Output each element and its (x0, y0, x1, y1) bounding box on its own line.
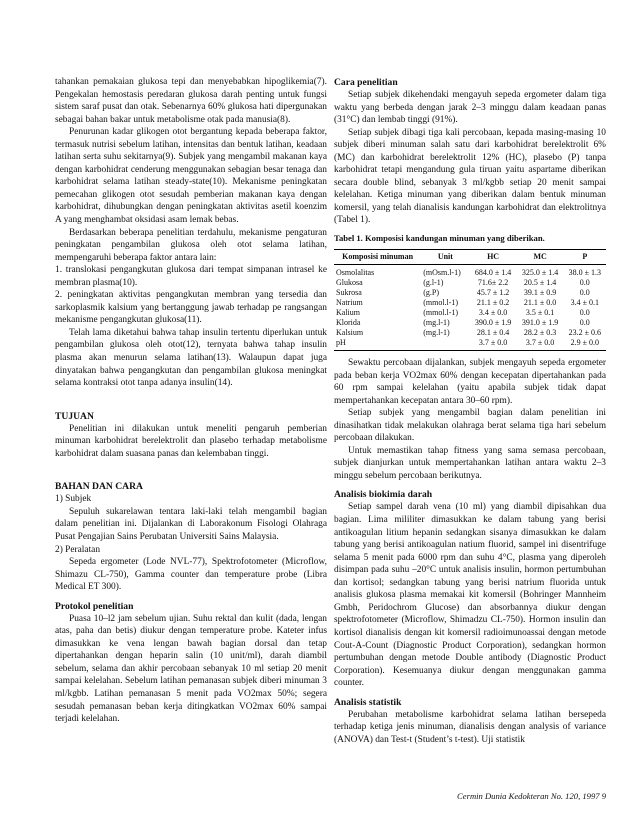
section-heading: Cara penelitian (334, 77, 398, 88)
paragraph: tahankan pemakaian glukosa tepi dan menyebabkan hipoglikemia(7). Pengekalan hemostasis peredaran glukosa darah penting untuk fungsi sistem saraf pusat dan otak. Sebenarnya 60% glukosa hati dipergunakan sebagai bahan bakar untuk metabolisme otak pada manusia(8). (55, 77, 327, 125)
table-row (334, 318, 606, 328)
table-cell: 325.0 ± 1.4 (521, 268, 559, 278)
table-cell: 2.9 ± 0.0 (564, 338, 606, 351)
section-heading: Analisis statistik (334, 696, 402, 708)
table-cell: Kalium (336, 308, 360, 318)
table-cell: Kalsium (336, 328, 364, 338)
table-row (334, 265, 606, 279)
table-cell: 28.1 ± 0.4 (476, 328, 510, 338)
subheading: 1) Subjek (55, 494, 92, 505)
table-cell: 45.7 ± 1.2 (476, 288, 510, 298)
table-caption: Tabel 1. Komposisi kandungan minuman yang diberikan. (334, 233, 545, 244)
table-cell (421, 338, 469, 351)
table-cell: (mg.l-1) (423, 318, 450, 328)
paragraph: Penelitian ini dilakukan untuk meneliti pengaruh pemberian minuman karbohidrat berelektrolit dan plasebo terhadap metabolisme karbohidrat dalam suasana panas dan kelembaban tinggi. (55, 423, 327, 459)
table-header: P (564, 250, 606, 265)
paragraph: Sepeda ergometer (Lode NVL-77), Spektrofotometer (Microflow, Shimazu CL-750), Gamma counter dan temperature probe (Libra Medical ET 300). (55, 557, 327, 593)
table-cell: 3.7 ± 0.0 (517, 338, 564, 351)
table-cell: 21.1 ± 0.0 (523, 298, 557, 308)
table-cell: 684.0 ± 1.4 (474, 268, 512, 278)
table-cell: 38.0 ± 1.3 (568, 268, 601, 278)
table-cell: 21.1 ± 0.2 (476, 298, 510, 308)
composition-table (334, 249, 606, 351)
table-cell: 3.7 ± 0.0 (470, 338, 517, 351)
paragraph: Setiap subjek dibagi tiga kali percobaan, kepada masing-masing 10 subjek diberi minuman salah satu dari karbohidrat berelektrolit 6% (MC) dan karbohidrat berelektrolit 12% (HC), plasebo (P) tanpa karbohidrat tetapi mengandung gula tiruan yaitu aspartame diberikan secara double blind, sebanyak 3 ml/kgbb setiap 20 menit sampai kelelahan. Ketiga minuman yang diberikan dalam bentuk minuman komersil, yang telah dianalisis kandungan karbohidrat dan elektrolitnya (Tabel 1). (334, 127, 606, 226)
table-cell: (mg.l-1) (423, 328, 450, 338)
table-row (334, 288, 606, 298)
table-cell: Osmolalitas (336, 268, 375, 278)
section-heading: Analisis biokimia darah (334, 489, 433, 501)
table-cell: 71.6± 2.2 (477, 278, 509, 288)
table-row (334, 328, 606, 338)
table-cell: (mmol.l-1) (423, 308, 459, 318)
table-cell: Glukosa (336, 278, 363, 288)
paragraph: Penurunan kadar glikogen otot bergantung kepada beberapa faktor, termasuk nutrisi sebelum latihan, intensitas dan bentuk latihan, keadaan latihan serta suhu sekitarnya(9). Subjek yang mengambil makanan kaya dengan karbohidrat cenderung menggunakan sebagian besar tenaga dan karbohidrat selama latihan steady-state(10). Mekanisme peningkatan pemecahan glikogen otot sesudah pemberian makanan kaya dengan karbohidrat, dihubungkan dengan peningkatan aktivitas asetil koenzim A yang menghambat oksidasi asam lemak bebas. (55, 127, 327, 226)
paragraph: Setiap sampel darah vena (10 ml) yang diambil dipisahkan dua bagian. Lima mililiter dimasukkan ke dalam tabung yang berisi antikoagulan litium hepanin sedangkan sisanya dimasukkan ke dalam tabung yang berisi antikoagulan natium fluorid, sampel ini disentrifuge selama 5 menit pada 6000 rpm dan suhu 4°C, plasma yang diperoleh disimpan pada suhu –20°C untuk analisis insulin, hormon pertumbuhan dan kortisol; sedangkan tabung yang berisi natrium fluorida untuk analisis glukosa plasma memakai kit komersil (Bohringer Mannheim Gmbh, Peridochrom Glucose) dan absorbannya diukur dengan spektrofotometer (Microflow, Shimadzu CL-750). Hormon insulin dan kortisol dianalisis dengan kit komersil radioimunoassai dengan metode Cout-A-Count (Diagnostic Product Corporation), sedangkan hormon pertumbuhan dengan metode Double antibody (Diagnostic Product Corporation). Kesemuanya diukur dengan menggunakan gamma counter. (334, 502, 606, 689)
table-row (334, 308, 606, 318)
table-row (334, 278, 606, 288)
table-cell: 20.5 ± 1.4 (523, 278, 557, 288)
paragraph: Puasa 10–l2 jam sebelum ujian. Suhu rektal dan kulit (dada, lengan atas, paha dan betis) diukur dengan temperature probe. Kateter infus dimasukkan ke vena lengan bawah bagian dorsal dan tetap dipertahankan dengan heparin salin (10 unit/ml), darah diambil sebelum, selama dan akhir percobaan sebanyak 10 ml setiap 20 menit sampai kelelahan. Sebelum latihan pemanasan subjek diberi minuman 3 ml/kgbb. Latihan pemanasan 5 menit pada VO2max 50%; segera sesudah pemanasan beban kerja ditingkatkan VO2max 60% sampai terjadi kelelahan. (55, 613, 327, 725)
page-footer: Cermin Dunia Kedokteran No. 120, 1997 9 (457, 791, 606, 801)
table-cell: Sukrosa (336, 288, 362, 298)
table-cell: 3.5 ± 0.1 (525, 308, 555, 318)
paragraph: Untuk memastikan tahap fitness yang sama semasa percobaan, subjek dianjurkan untuk mempertahankan latihan antara waktu 2–3 minggu sebelum percobaan berikutnya. (334, 445, 606, 481)
table-cell: 39.1 ± 0.9 (523, 288, 557, 298)
table-cell: 391.0 ± 1.9 (521, 318, 559, 328)
table-cell: Natrium (336, 298, 363, 308)
table-cell: 0.0 (579, 318, 590, 328)
table-cell: 0.0 (579, 288, 590, 298)
list-item: 2. peningkatan aktivitas pengangkutan membran yang tersedia dan sarkoplasmik kalsium yang bertanggung jawab terhadap pe rangsangan mekanisme pengangkutan glukosa(11). (55, 290, 327, 326)
table-header: MC (517, 250, 564, 265)
subheading: 2) Peralatan (55, 544, 101, 555)
right-column (334, 76, 606, 746)
table-cell: 3.4 ± 0.0 (478, 308, 508, 318)
section-heading: BAHAN DAN CARA (55, 481, 143, 493)
list-item: 1. translokasi pengangkutan glukosa dari tempat simpanan intrasel ke membran plasma(10). (55, 265, 327, 288)
table-cell: (mOsm.l-1) (423, 268, 461, 278)
table-cell: 3.4 ± 0.1 (570, 298, 599, 308)
paragraph: Sewaktu percobaan dijalankan, subjek mengayuh sepeda ergometer pada beban kerja VO2max 60% dengan kecepatan dipertahankan pada 60 rpm sampai kelelahan (yaitu apabila subjek tidak dapat mempertahankan kecepatan antara 30–60 rpm). (334, 358, 606, 406)
table-cell: 28.2 ± 0.3 (523, 328, 557, 338)
left-column (55, 76, 327, 726)
table-cell: Klorida (336, 318, 361, 328)
section-heading: Protokol penelitian (55, 600, 134, 612)
paragraph: Berdasarkan beberapa penelitian terdahulu, mekanisme pengaturan peningkatan pengambilan glukosa oleh otot selama latihan, mempengaruhi beberapa faktor antara lain: (55, 227, 327, 263)
table-cell: (mmol.l-1) (423, 298, 459, 308)
paragraph: Setiap subjek dikehendaki mengayuh sepeda ergometer dalam tiga waktu yang berbeda dengan jarak 2–3 minggu dalam keadaan panas (31°C) dan lembab tinggi (91%). (334, 90, 606, 126)
paragraph: Perubahan metabolisme karbohidrat selama latihan bersepeda terhadap ketiga jenis minuman, dianalisis dengan analysis of variance (ANOVA) dan Test-t (Student’s t-test). Uji statistik (334, 709, 606, 745)
table-cell: 390.0 ± 1.9 (474, 318, 512, 328)
section-heading: TUJUAN (55, 410, 94, 422)
paragraph: Telah lama diketahui bahwa tahap insulin tertentu diperlukan untuk pengambilan glukosa oleh otot(12), ternyata bahwa tahap insulin plasma akan menurun selama latihan(13). Walaupun dapat juga dinyatakan bahwa pengangkutan dan pengambilan glukosa meningkat selama kontraksi otot tanpa adanya insulin(14). (55, 327, 327, 389)
table-cell: 23.2 ± 0.6 (568, 328, 601, 338)
table-row (334, 338, 606, 351)
table-header: Komposisi minuman (334, 250, 421, 265)
table-cell: pH (334, 338, 421, 351)
table-row (334, 298, 606, 308)
table-header: Unit (421, 250, 469, 265)
table-cell: (g.l-1) (423, 278, 444, 288)
paragraph: Sepuluh sukarelawan tentara laki-laki telah mengambil bagian dalam penelitian ini. Dijalankan di Laborakonum Fisologi Olahraga Pusat Pengajian Sains Perubatan Universiti Sains Malaysia. (55, 506, 327, 542)
paragraph: Setiap subjek yang mengambil bagian dalam penelitian ini dinasihatkan tidak melakukan olahraga berat selama tiga hari sebelum percobaan dilakukan. (334, 408, 606, 444)
table-cell: 0.0 (579, 278, 590, 288)
table-cell: 0.0 (579, 308, 590, 318)
table-cell: (g.P) (423, 288, 439, 298)
table-body (334, 265, 606, 351)
table-header: HC (470, 250, 517, 265)
